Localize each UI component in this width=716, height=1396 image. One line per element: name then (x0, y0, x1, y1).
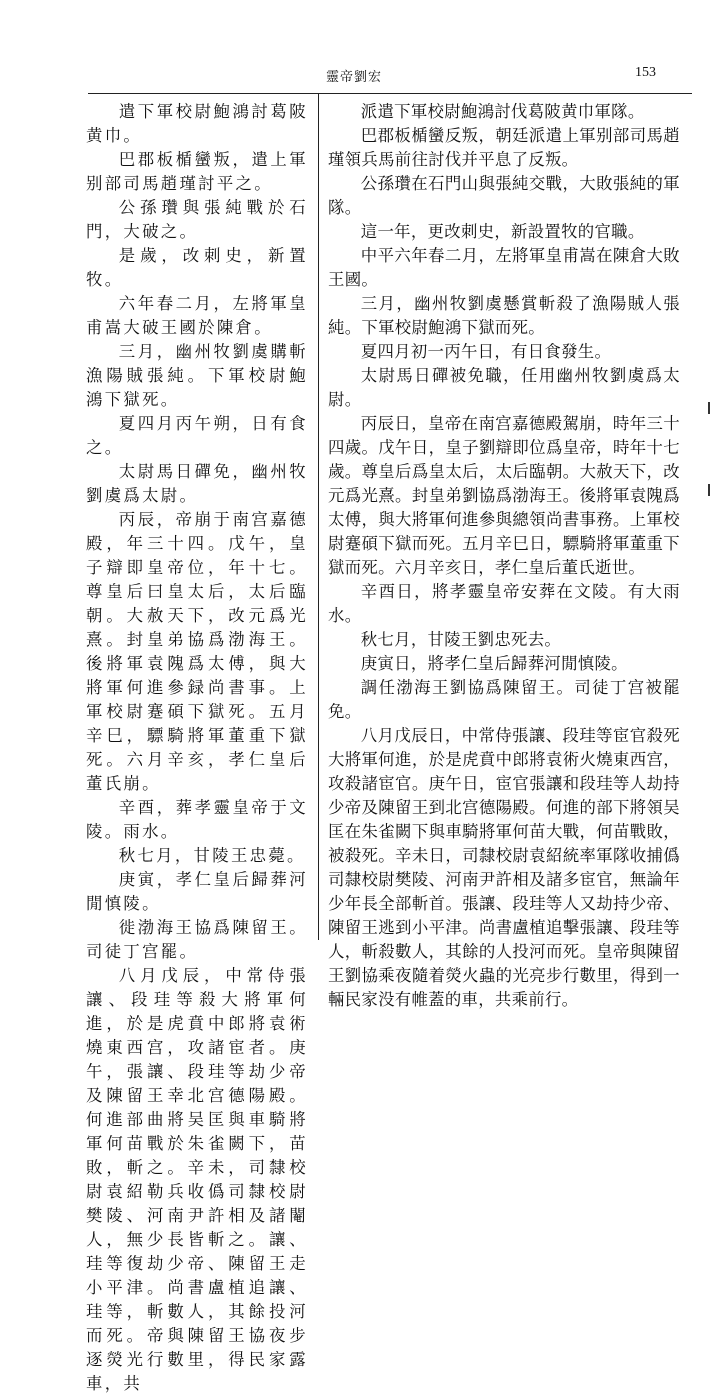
original-paragraph: 六年春二月，左將軍皇甫嵩大破王國於陳倉。 (86, 294, 308, 337)
original-paragraph: 丙辰，帝崩于南宫嘉德殿，年三十四。戊午，皇子辯即皇帝位，年十七。尊皇后曰皇太后，太后臨朝。大赦天下，改元爲光熹。封皇弟協爲渤海王。後將軍袁隗爲太傅，與大將軍何進參録尚書事。上軍校尉蹇碩下獄死。五月辛巳，驃騎將軍董重下獄死。六月辛亥，孝仁皇后董氏崩。 (86, 510, 308, 793)
original-paragraph: 夏四月丙午朔，日有食之。 (86, 414, 308, 457)
translation-paragraph: 庚寅日，將孝仁皇后歸葬河閒慎陵。 (360, 654, 628, 673)
column-divider (318, 94, 319, 940)
translation-paragraph: 辛酉日，將孝靈皇帝安葬在文陵。有大雨水。 (328, 582, 680, 625)
translation-paragraph: 這一年，更改刺史，新設置牧的官職。 (360, 222, 645, 241)
translation-column (328, 100, 680, 1012)
original-paragraph: 巴郡板楯蠻叛，遣上軍别部司馬趙瑾討平之。 (86, 150, 308, 193)
translation-paragraph: 八月戊辰日，中常侍張讓、段珪等宦官殺死大將軍何進，於是虎賁中郎將袁術火燒東西宫，攻殺諸宦官。庚午日，宦官張讓和段珪等人劫持少帝及陳留王到北宫德陽殿。何進的部下將領吴匡在朱雀闕下與車騎將軍何苗大戰，何苗戰敗，被殺死。辛未日，司隸校尉袁紹統率軍隊收捕僞司隸校尉樊陵、河南尹許相及諸多宦官，無論年少年長全部斬首。張讓、段珪等人又劫持少帝、陳留王逃到小平津。尚書盧植追擊張讓、段珪等人，斬殺數人，其餘的人投河而死。皇帝與陳留王劉協乘夜隨着熒火蟲的光亮步行數里，得到一輛民家没有帷蓋的車，共乘前行。 (328, 726, 680, 1009)
translation-paragraph: 派遣下軍校尉鮑鴻討伐葛陂黄巾軍隊。 (360, 102, 645, 121)
original-paragraph: 遣下軍校尉鮑鴻討葛陂黄巾。 (86, 102, 308, 145)
original-paragraph: 徙渤海王協爲陳留王。司徒丁宫罷。 (86, 918, 308, 961)
original-paragraph: 八月戊辰，中常侍張讓、段珪等殺大將軍何進，於是虎賁中郎將袁術燒東西宫，攻諸宦者。庚午，張讓、段珪等劫少帝及陳留王幸北宫德陽殿。何進部曲將吴匡與車騎將軍何苗戰於朱雀闕下，苗敗，斬之。辛未，司隸校尉袁紹勒兵收僞司隸校尉樊陵、河南尹許相及諸閹人，無少長皆斬之。讓、珪等復劫少帝、陳留王走小平津。尚書盧植追讓、珪等，斬數人，其餘投河而死。帝與陳留王協夜步逐熒光行數里，得民家露車，共 (86, 966, 308, 1393)
translation-paragraph: 中平六年春二月，左將軍皇甫嵩在陳倉大敗王國。 (328, 246, 680, 289)
original-paragraph: 公孫瓚與張純戰於石門，大破之。 (86, 198, 308, 241)
page-header (30, 66, 678, 88)
translation-paragraph: 公孫瓚在石門山與張純交戰，大敗張純的軍隊。 (328, 174, 680, 217)
header-rule (88, 93, 692, 94)
scan-edge-mark (708, 402, 710, 414)
page-number: 153 (635, 65, 656, 80)
translation-paragraph: 秋七月，甘陵王劉忠死去。 (360, 630, 562, 649)
original-paragraph: 三月，幽州牧劉虞購斬漁陽賊張純。下軍校尉鮑鴻下獄死。 (86, 342, 308, 409)
translation-paragraph: 巴郡板楯蠻反叛，朝廷派遣上軍别部司馬趙瑾領兵馬前往討伐并平息了反叛。 (328, 126, 680, 169)
original-paragraph: 秋七月，甘陵王忠薨。 (118, 846, 306, 865)
original-paragraph: 辛酉，葬孝靈皇帝于文陵。雨水。 (86, 798, 308, 841)
running-title: 靈帝劉宏 (325, 70, 382, 85)
original-paragraph: 庚寅，孝仁皇后歸葬河閒慎陵。 (86, 870, 308, 913)
translation-paragraph: 丙辰日，皇帝在南宫嘉德殿駕崩，時年三十四歲。戊午日，皇子劉辯即位爲皇帝，時年十七歲。尊皇后爲皇太后，太后臨朝。大赦天下，改元爲光熹。封皇弟劉協爲渤海王。後將軍袁隗爲太傅，與大將軍何進參與總領尚書事務。上軍校尉蹇碩下獄而死。五月辛巳日，驃騎將軍董重下獄而死。六月辛亥日，孝仁皇后董氏逝世。 (328, 414, 680, 577)
translation-paragraph: 調任渤海王劉協爲陳留王。司徒丁宫被罷免。 (328, 678, 680, 721)
translation-paragraph: 夏四月初一丙午日，有日食發生。 (360, 342, 612, 361)
translation-paragraph: 三月，幽州牧劉虞懸賞斬殺了漁陽賊人張純。下軍校尉鮑鴻下獄而死。 (328, 294, 680, 337)
original-paragraph: 是歲，改刺史，新置牧。 (86, 246, 308, 289)
original-paragraph: 太尉馬日磾免，幽州牧劉虞爲太尉。 (86, 462, 308, 505)
scan-edge-mark (708, 484, 710, 496)
original-text-column (86, 100, 308, 1396)
translation-paragraph: 太尉馬日磾被免職，任用幽州牧劉虞爲太尉。 (328, 366, 680, 409)
